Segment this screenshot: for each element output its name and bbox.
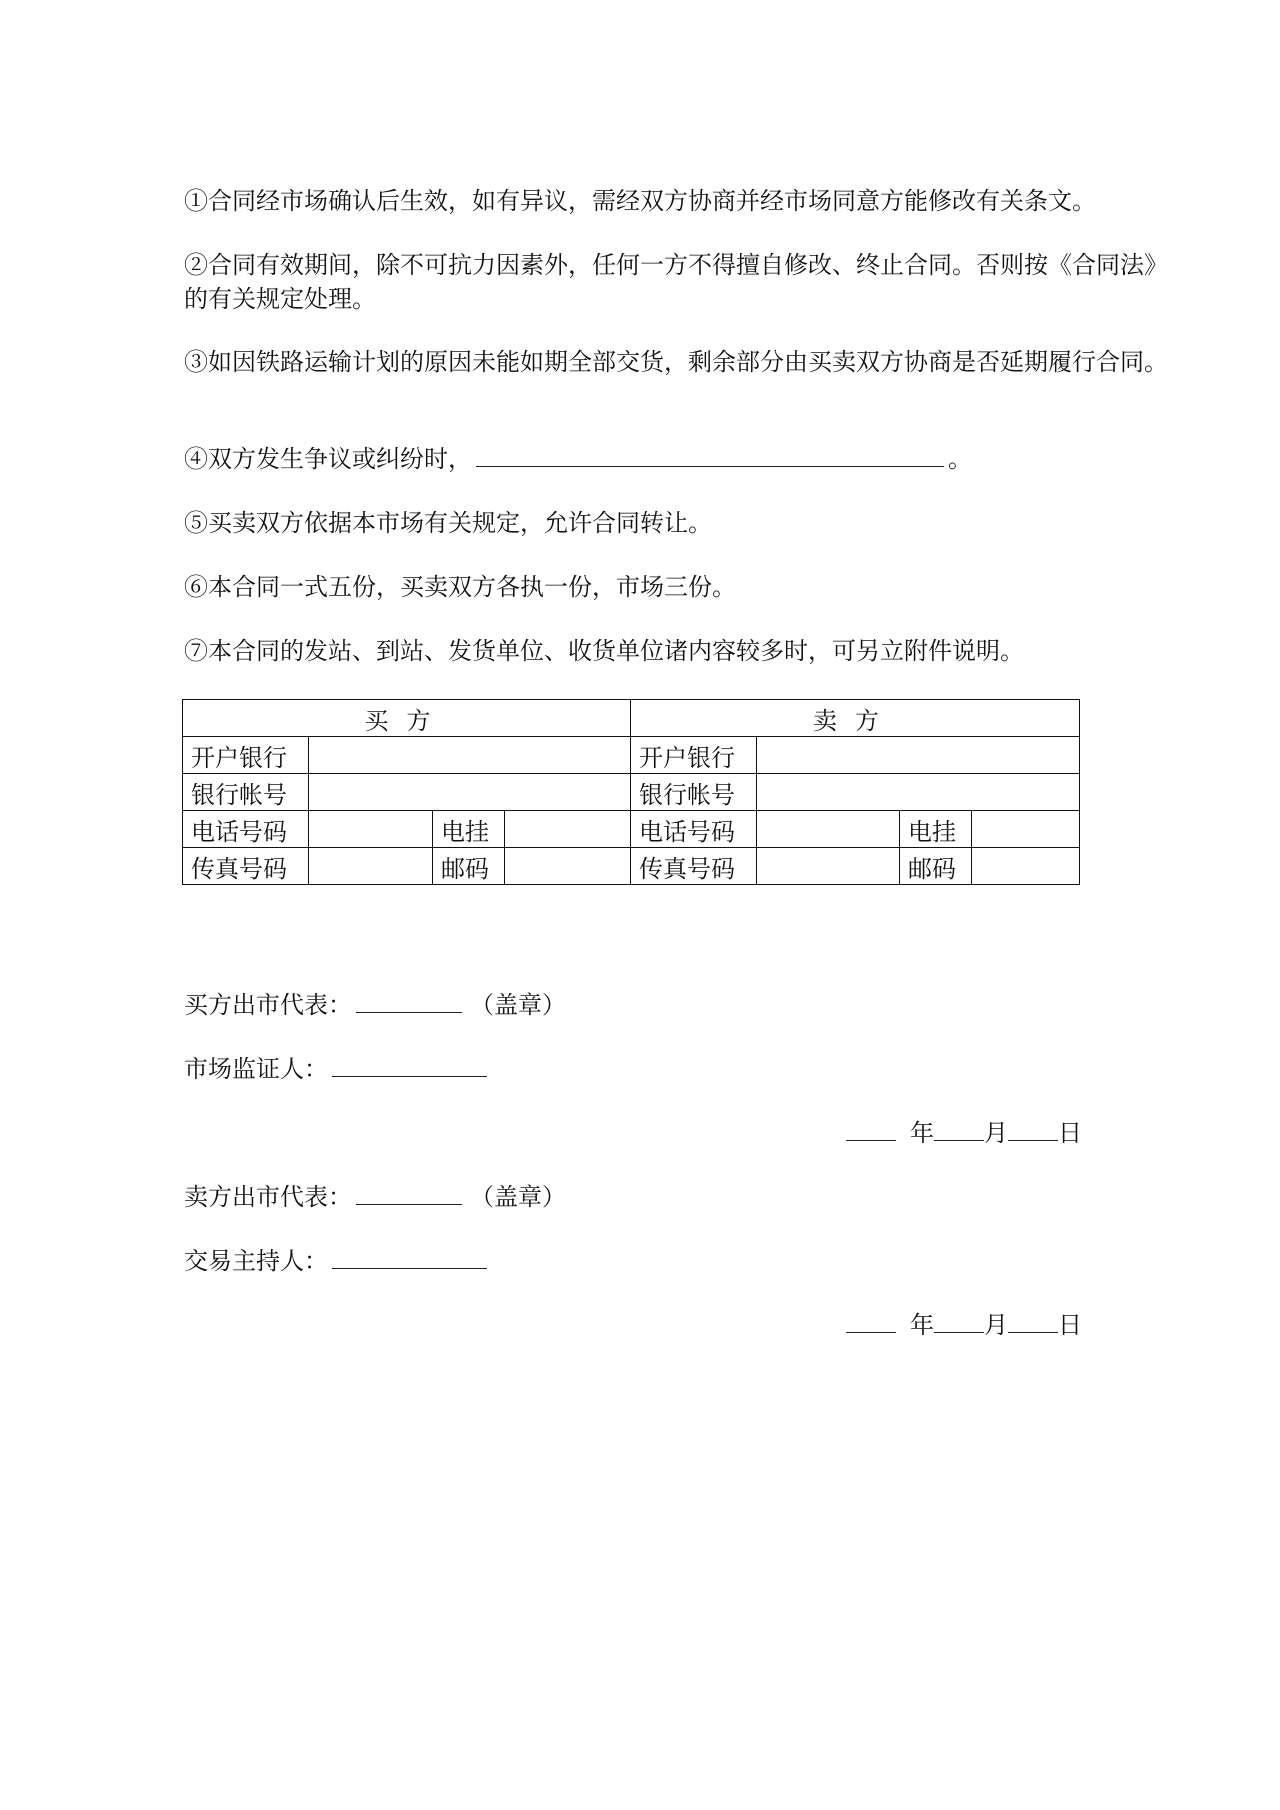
buyer-telegraph-label: 电挂 — [433, 811, 505, 848]
date-line-1 — [846, 1116, 1082, 1150]
buyer-rep-blank — [356, 988, 462, 1013]
buyer-seal-label: （盖章） — [470, 991, 566, 1019]
year-blank-1 — [846, 1116, 896, 1141]
buyer-postcode-field — [505, 848, 631, 885]
month-label-2: 月 — [984, 1311, 1008, 1339]
seller-postcode-field — [972, 848, 1080, 885]
seller-rep-line — [184, 1180, 566, 1214]
party-info-table — [182, 699, 1080, 885]
clause-4-text: ④双方发生争议或纠纷时， — [184, 445, 472, 473]
table-header-row — [183, 700, 1080, 737]
clause-1: ①合同经市场确认后生效，如有异议，需经双方协商并经市场同意方能修改有关条文。 — [184, 187, 1096, 215]
seller-account-field — [757, 774, 1080, 811]
table-row-bank — [183, 737, 1080, 774]
table-row-account — [183, 774, 1080, 811]
day-label-1: 日 — [1058, 1119, 1082, 1147]
buyer-fax-field — [309, 848, 433, 885]
dispute-resolution-blank — [476, 442, 944, 467]
year-label-2: 年 — [910, 1311, 934, 1339]
seller-telegraph-label: 电挂 — [900, 811, 972, 848]
buyer-bank-field — [309, 737, 631, 774]
market-supervisor-label: 市场监证人： — [184, 1055, 328, 1083]
buyer-postcode-label: 邮码 — [433, 848, 505, 885]
seller-bank-field — [757, 737, 1080, 774]
buyer-account-field — [309, 774, 631, 811]
buyer-rep-label: 买方出市代表： — [184, 991, 352, 1019]
year-blank-2 — [846, 1308, 896, 1333]
buyer-phone-field — [309, 811, 433, 848]
clause-5: ⑤买卖双方依据本市场有关规定，允许合同转让。 — [184, 509, 712, 537]
trade-host-label: 交易主持人： — [184, 1247, 328, 1275]
seller-rep-label: 卖方出市代表： — [184, 1183, 352, 1211]
buyer-header: 买方 — [183, 700, 631, 737]
table-row-phone — [183, 811, 1080, 848]
buyer-rep-line — [184, 988, 566, 1022]
seller-bank-label: 开户银行 — [631, 737, 757, 774]
month-blank-1 — [934, 1116, 984, 1141]
seller-header: 卖方 — [631, 700, 1080, 737]
market-supervisor-blank — [332, 1052, 487, 1077]
clause-7: ⑦本合同的发站、到站、发货单位、收货单位诸内容较多时，可另立附件说明。 — [184, 637, 1024, 665]
seller-phone-field — [757, 811, 900, 848]
seller-phone-label: 电话号码 — [631, 811, 757, 848]
clause-4-end: 。 — [948, 445, 972, 473]
seller-seal-label: （盖章） — [470, 1183, 566, 1211]
buyer-bank-label: 开户银行 — [183, 737, 309, 774]
day-blank-2 — [1008, 1308, 1058, 1333]
year-label-1: 年 — [910, 1119, 934, 1147]
trade-host-line — [184, 1244, 487, 1278]
month-blank-2 — [934, 1308, 984, 1333]
seller-telegraph-field — [972, 811, 1080, 848]
clause-4 — [184, 442, 1170, 476]
buyer-phone-label: 电话号码 — [183, 811, 309, 848]
month-label-1: 月 — [984, 1119, 1008, 1147]
clause-6: ⑥本合同一式五份，买卖双方各执一份，市场三份。 — [184, 573, 736, 601]
buyer-account-label: 银行帐号 — [183, 774, 309, 811]
clause-3: ③如因铁路运输计划的原因未能如期全部交货，剩余部分由买卖双方协商是否延期履行合同。 — [184, 348, 1168, 376]
buyer-fax-label: 传真号码 — [183, 848, 309, 885]
seller-postcode-label: 邮码 — [900, 848, 972, 885]
clause-2: ②合同有效期间，除不可抗力因素外，任何一方不得擅自修改、终止合同。否则按《合同法》的有关规定处理。 — [184, 251, 1168, 313]
table-row-fax — [183, 848, 1080, 885]
day-blank-1 — [1008, 1116, 1058, 1141]
trade-host-blank — [332, 1244, 487, 1269]
day-label-2: 日 — [1058, 1311, 1082, 1339]
seller-account-label: 银行帐号 — [631, 774, 757, 811]
date-line-2 — [846, 1308, 1082, 1342]
seller-fax-field — [757, 848, 900, 885]
seller-fax-label: 传真号码 — [631, 848, 757, 885]
seller-rep-blank — [356, 1180, 462, 1205]
market-supervisor-line — [184, 1052, 487, 1086]
buyer-telegraph-field — [505, 811, 631, 848]
